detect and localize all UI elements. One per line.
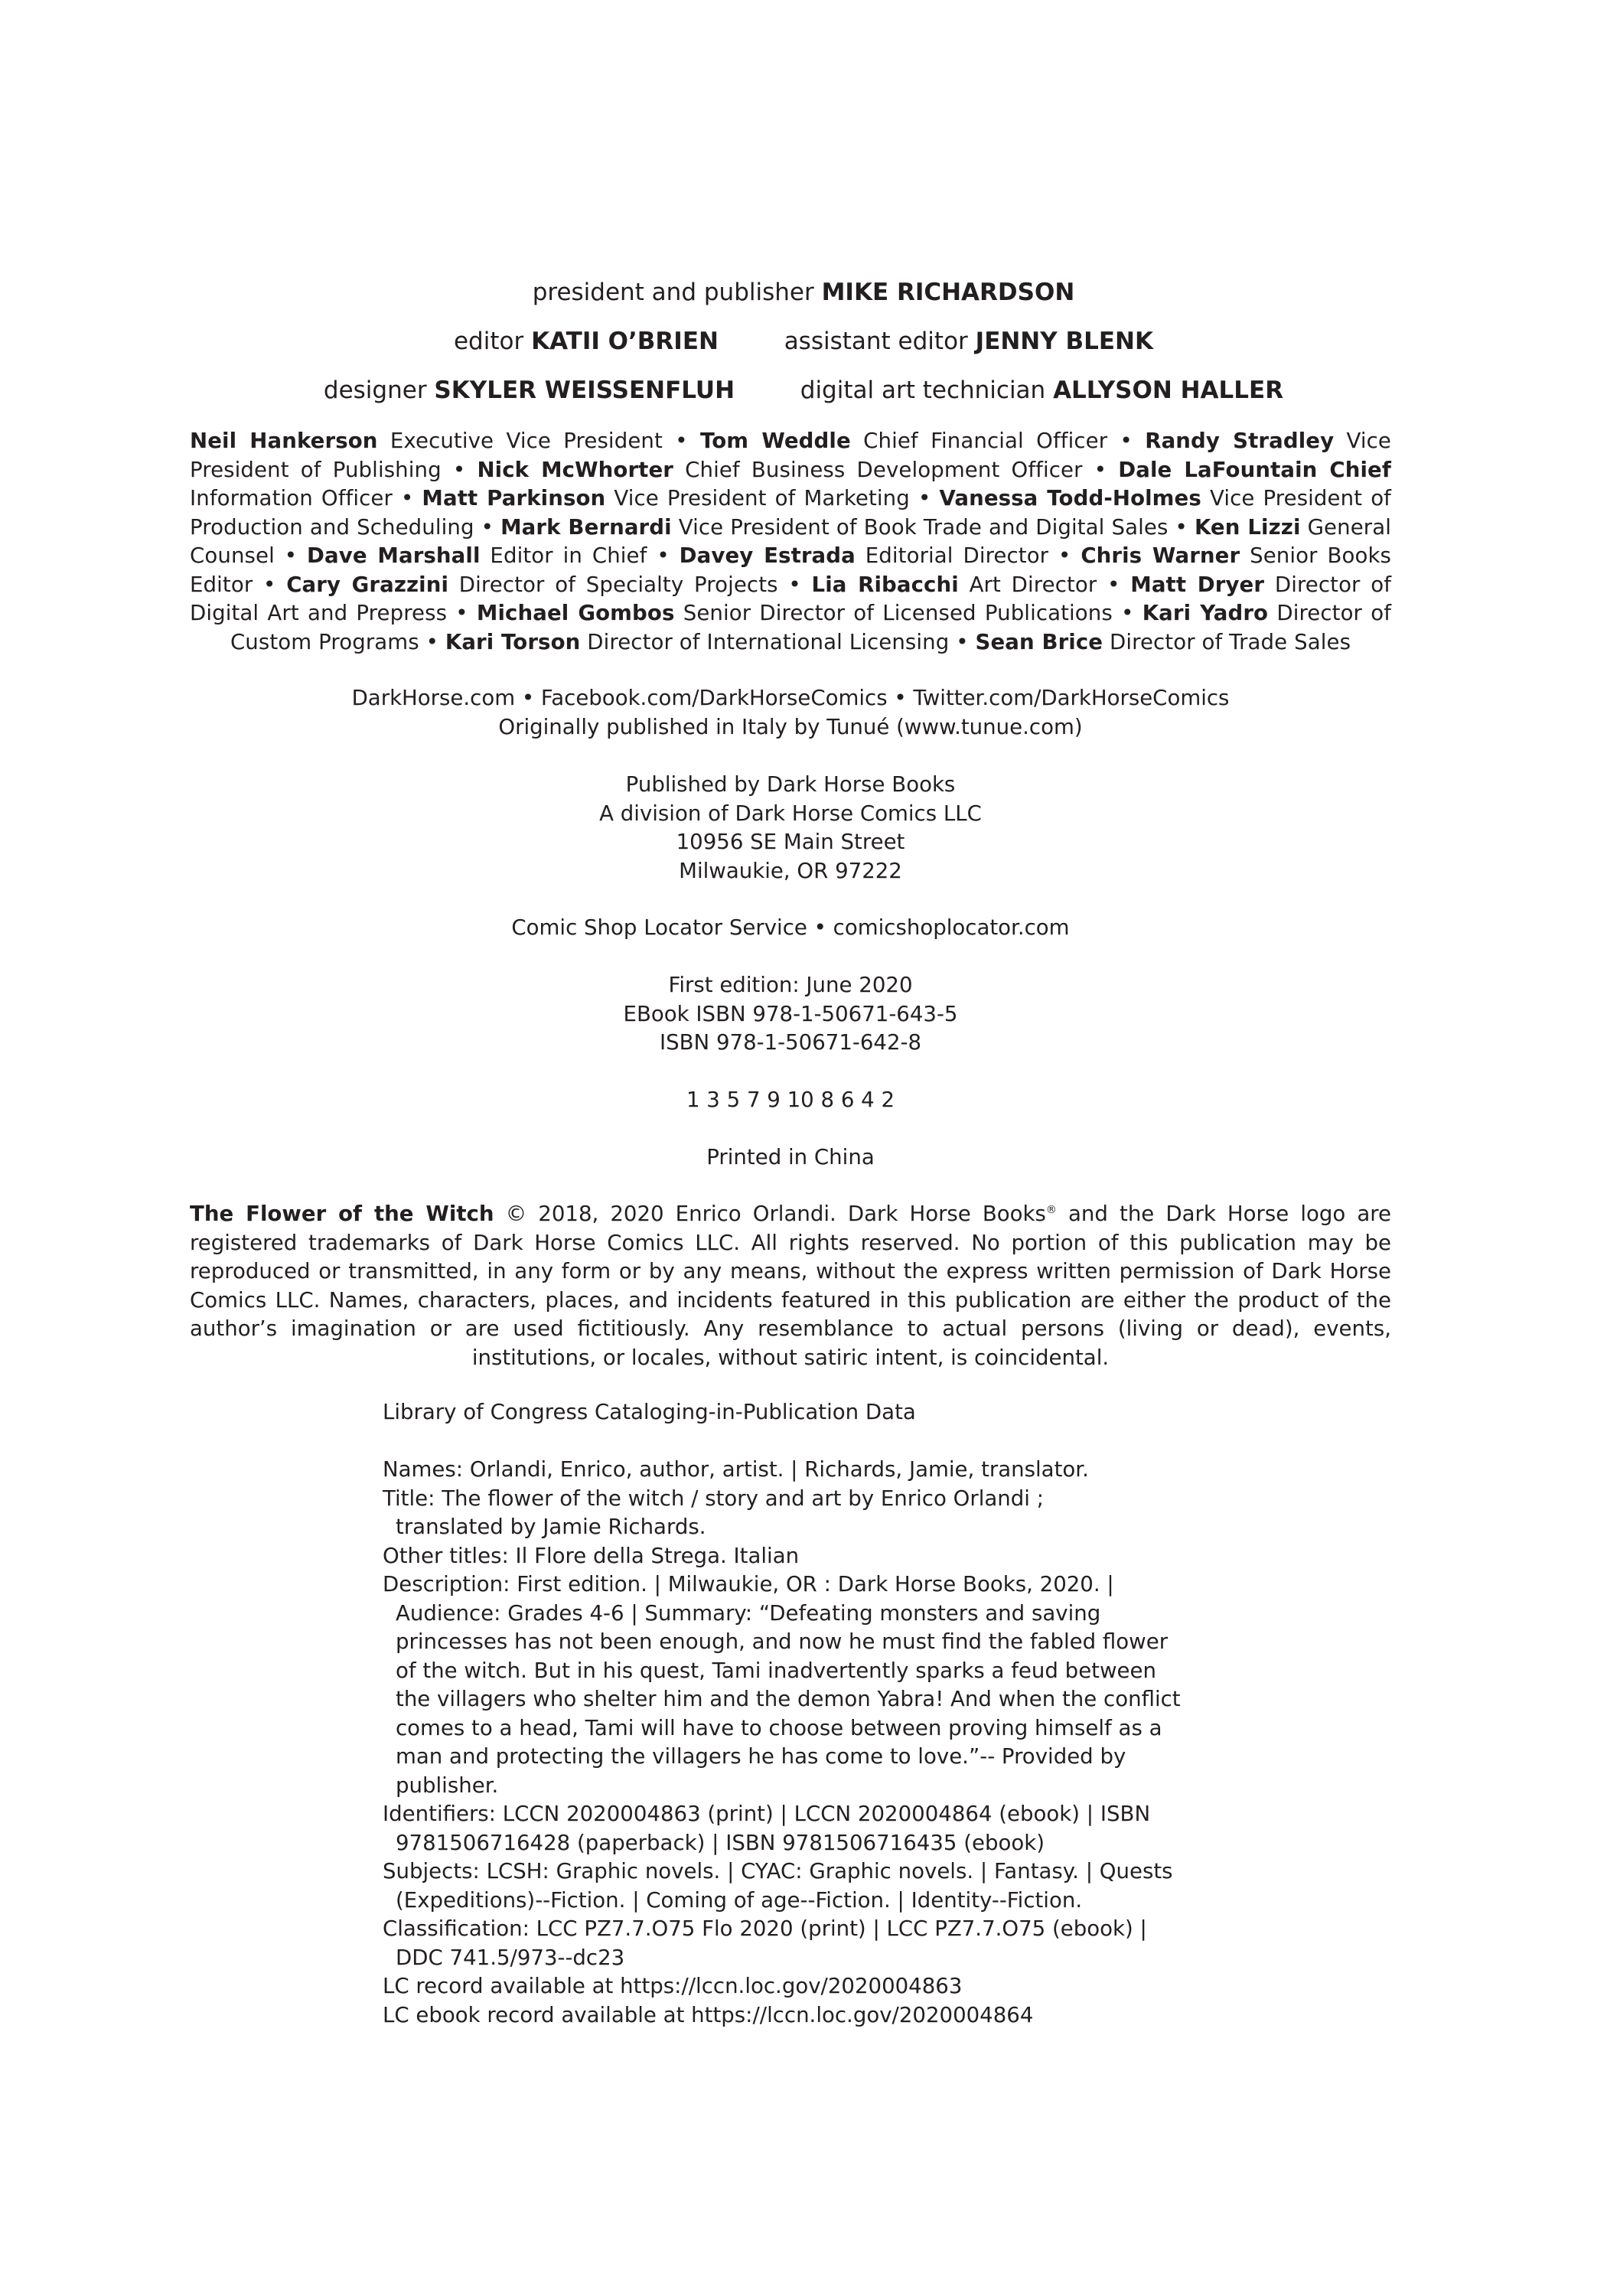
credit-name: MIKE RICHARDSON bbox=[821, 279, 1075, 306]
staff-title: General Counsel bbox=[190, 514, 1392, 568]
credit-editors bbox=[0, 326, 1607, 357]
legal-notice bbox=[190, 1196, 1391, 1371]
cip-block bbox=[383, 1397, 1240, 2029]
cip-heading: Library of Congress Cataloging-in-Publication Data bbox=[383, 1399, 916, 1424]
locator-line: Comic Shop Locator Service • comicshoplocator.com bbox=[511, 915, 1070, 940]
web-block bbox=[190, 683, 1391, 741]
cip-line: the villagers who shelter him and the demon Yabra! And when the conflict bbox=[396, 1686, 1181, 1711]
credit-role: assistant editor bbox=[784, 328, 968, 355]
legal-text: and the Dark Horse logo are registered trademarks of Dark Horse Comics LLC. All rights reserved. No portion of this publication may be reproduced or transmitted, in any form or by any means, without the express written permission of Dark Horse Comics LLC. Names, characters, places, and incidents featured in this publication are either the product of the author’s imagination or are used fictitiously. Any resemblance to actual persons (living or dead), events, institutions, or locales, without satiric intent, is coincidental. bbox=[190, 1201, 1391, 1370]
credit-name: SKYLER WEISSENFLUH bbox=[434, 377, 735, 404]
cip-line: Identifiers: LCCN 2020004863 (print) | LCCN 2020004864 (ebook) | ISBN bbox=[383, 1801, 1151, 1826]
staff-name: Kari Torson bbox=[445, 628, 581, 654]
publisher-block bbox=[190, 770, 1391, 885]
staff-name: Neil Hankerson bbox=[190, 428, 378, 453]
ebook-isbn: EBook ISBN 978-1-50671-643-5 bbox=[623, 1000, 958, 1026]
publisher-line: A division of Dark Horse Comics LLC bbox=[599, 800, 982, 826]
staff-entry bbox=[500, 514, 1168, 540]
staff-title: Art Director bbox=[969, 571, 1097, 597]
staff-name: Tom Weddle bbox=[699, 428, 851, 453]
staff-title: Vice President of Production and Scheduling bbox=[190, 485, 1391, 540]
staff-title: Senior Books Editor bbox=[190, 543, 1392, 597]
publisher-line: Milwaukie, OR 97222 bbox=[679, 857, 902, 883]
cip-line: LC ebook record available at https://lccn.loc.gov/2020004864 bbox=[383, 2001, 1034, 2027]
staff-title: Director of International Licensing bbox=[587, 628, 950, 654]
staff-name: Kari Yadro bbox=[1142, 600, 1269, 625]
staff-entry bbox=[700, 428, 1107, 453]
cip-line: DDC 741.5/973--dc23 bbox=[396, 1944, 625, 1970]
cip-line: translated by Jamie Richards. bbox=[396, 1514, 706, 1539]
credit-name: KATII O’BRIEN bbox=[531, 328, 719, 355]
staff-title: Vice President of Marketing bbox=[614, 485, 910, 510]
legal-text: © 2018, 2020 Enrico Orlandi. Dark Horse Books bbox=[494, 1201, 1046, 1226]
credit-name: JENNY BLENK bbox=[975, 328, 1154, 355]
staff-title: Vice President of Publishing bbox=[190, 428, 1391, 482]
edition-block bbox=[190, 970, 1391, 1057]
publisher-line: Published by Dark Horse Books bbox=[625, 771, 956, 797]
staff-name: Matt Parkinson bbox=[422, 485, 606, 510]
staff-entry bbox=[812, 572, 1097, 597]
credit-role: president and publisher bbox=[532, 279, 814, 306]
cip-line: of the witch. But in his quest, Tami inadvertently sparks a feud between bbox=[396, 1657, 1156, 1683]
staff-title: Chief Financial Officer bbox=[863, 428, 1108, 453]
printed-in-block bbox=[190, 1143, 1391, 1172]
cip-line: man and protecting the villagers he has come to love.”-- Provided by bbox=[396, 1743, 1126, 1769]
staff-title: Executive Vice President bbox=[390, 428, 663, 453]
staff-name: Ken Lizzi bbox=[1194, 514, 1301, 540]
cip-line: Subjects: LCSH: Graphic novels. | CYAC: Graphic novels. | Fantasy. | Quests bbox=[383, 1858, 1173, 1883]
staff-title: Editor in Chief bbox=[490, 543, 647, 568]
staff-title: Director of Specialty Projects bbox=[458, 571, 778, 597]
credit-design bbox=[0, 375, 1607, 406]
staff-name: Dale LaFountain Chief bbox=[1118, 456, 1391, 482]
staff-name: Randy Stradley bbox=[1145, 428, 1335, 453]
edition-line: First edition: June 2020 bbox=[668, 972, 913, 997]
cip-line: Audience: Grades 4-6 | Summary: “Defeating monsters and saving bbox=[396, 1600, 1101, 1626]
credit-role: designer bbox=[323, 377, 427, 404]
staff-title: Information Officer bbox=[190, 485, 393, 510]
staff-name: Chris Warner bbox=[1081, 543, 1240, 568]
credit-president bbox=[0, 277, 1607, 308]
cip-line: LC record available at https://lccn.loc.gov/2020004863 bbox=[383, 1973, 963, 1998]
print-line-block bbox=[190, 1085, 1391, 1114]
staff-name: Sean Brice bbox=[975, 628, 1103, 654]
cip-line: Names: Orlandi, Enrico, author, artist. | Richards, Jamie, translator. bbox=[383, 1456, 1089, 1482]
printed-in: Printed in China bbox=[706, 1144, 875, 1169]
staff-name: Matt Dryer bbox=[1130, 571, 1265, 597]
staff-title: Senior Director of Licensed Publications bbox=[683, 600, 1113, 625]
cip-line: (Expeditions)--Fiction. | Coming of age--Fiction. | Identity--Fiction. bbox=[396, 1887, 1083, 1913]
cip-line: Description: First edition. | Milwaukie, OR : Dark Horse Books, 2020. | bbox=[383, 1571, 1114, 1596]
staff-name: Nick McWhorter bbox=[477, 456, 673, 482]
origin-note: Originally published in Italy by Tunué (www.tunue.com) bbox=[498, 713, 1083, 739]
isbn: ISBN 978-1-50671-642-8 bbox=[659, 1029, 922, 1055]
staff-name: Davey Estrada bbox=[679, 543, 856, 568]
staff-name: Cary Grazzini bbox=[286, 571, 449, 597]
staff-name: Lia Ribacchi bbox=[811, 571, 959, 597]
cip-lines bbox=[383, 1455, 1240, 2029]
cip-line: Other titles: Il Flore della Strega. Italian bbox=[383, 1542, 800, 1568]
cip-line: 9781506716428 (paperback) | ISBN 9781506716435 (ebook) bbox=[396, 1829, 1045, 1855]
staff-title: Vice President of Book Trade and Digital Sales bbox=[678, 514, 1169, 540]
staff-name: Dave Marshall bbox=[307, 543, 481, 568]
cip-line: princesses has not been enough, and now he must find the fabled flower bbox=[396, 1629, 1169, 1654]
book-title: The Flower of the Witch bbox=[190, 1201, 494, 1226]
staff-entry bbox=[975, 629, 1351, 654]
credit-role: digital art technician bbox=[800, 377, 1046, 404]
registered-mark: ® bbox=[1045, 1204, 1057, 1216]
print-line: 1 3 5 7 9 10 8 6 4 2 bbox=[686, 1087, 895, 1112]
credit-role: editor bbox=[453, 328, 524, 355]
cip-line: comes to a head, Tami will have to choose between proving himself as a bbox=[396, 1714, 1162, 1740]
staff-entry bbox=[307, 543, 647, 568]
staff-entry bbox=[680, 543, 1048, 568]
cip-line: Classification: LCC PZ7.7.O75 Flo 2020 (print) | LCC PZ7.7.O75 (ebook) | bbox=[383, 1916, 1147, 1941]
staff-name: Vanessa Todd-Holmes bbox=[939, 485, 1201, 510]
staff-entry bbox=[286, 572, 777, 597]
staff-list: Neil Hankerson Executive Vice President • Tom Weddle Chief Financial Officer • Randy Stradley Vice President of Publishing • Nick McWhorter Chief Business Development Officer • Dale LaFountain Chief Information Officer • Matt Parkinson Vice President of Marketing • Vanessa Todd-Holmes Vice President of Production and Scheduling • Mark Bernardi Vice President of Book Trade and Digital Sales • Ken Lizzi General Counsel • Dave Marshall Editor in Chief • Davey Estrada Editorial Director • Chris Warner Senior Books Editor • Cary Grazzini Director of Specialty Projects • Lia Ribacchi Art Director • Matt Dryer Director of Digital Art and Prepress • Michael Gombos Senior Director of Licensed Publications • Kari Yadro Director of Custom Programs • Kari Torson Director of International Licensing • Sean Brice Director of Trade Sales bbox=[190, 428, 1392, 654]
staff-title: Director of Custom Programs bbox=[230, 600, 1392, 654]
staff-title: Chief Business Development Officer bbox=[685, 456, 1083, 482]
staff-title: Editorial Director bbox=[865, 543, 1049, 568]
staff-entry bbox=[445, 629, 950, 654]
publisher-line: 10956 SE Main Street bbox=[676, 829, 905, 854]
staff-name: Mark Bernardi bbox=[500, 514, 672, 540]
staff-title: Director of Trade Sales bbox=[1110, 628, 1351, 654]
staff-title: Director of Digital Art and Prepress bbox=[190, 571, 1392, 625]
staff-name: Michael Gombos bbox=[476, 600, 675, 625]
credit-name: ALLYSON HALLER bbox=[1053, 377, 1284, 404]
staff-entry bbox=[477, 457, 1082, 482]
staff-entry bbox=[477, 600, 1113, 625]
cip-line: publisher. bbox=[396, 1772, 499, 1798]
staff-entry bbox=[190, 428, 663, 453]
web-links: DarkHorse.com • Facebook.com/DarkHorseComics • Twitter.com/DarkHorseComics bbox=[351, 685, 1230, 710]
staff-entry bbox=[422, 485, 909, 510]
cip-line: Title: The flower of the witch / story and art by Enrico Orlandi ; bbox=[383, 1485, 1045, 1511]
locator-block bbox=[190, 913, 1391, 942]
